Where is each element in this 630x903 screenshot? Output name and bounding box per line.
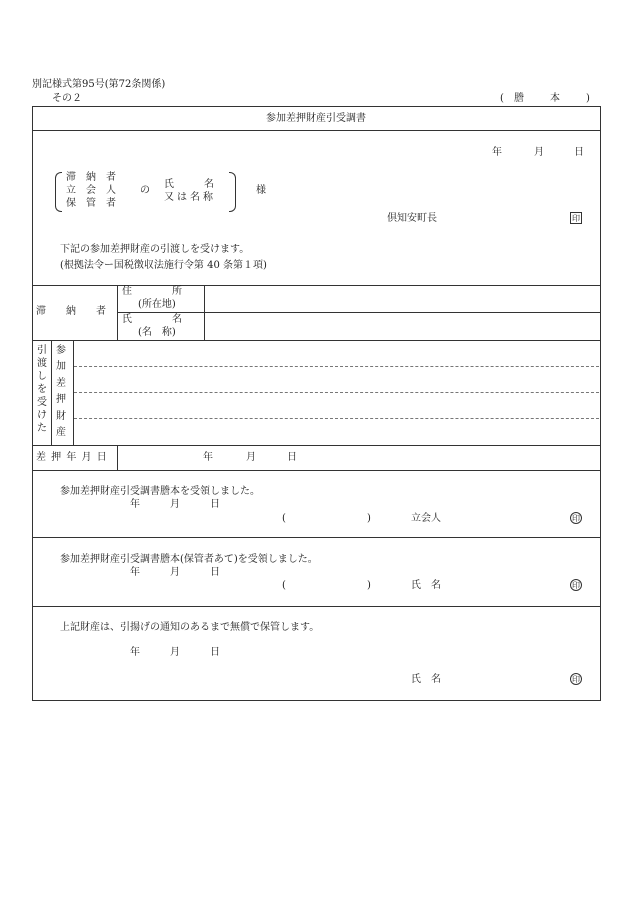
addressee-role-witness: 立 会 人 <box>66 185 116 196</box>
seizure-date-month: 月 <box>246 452 256 463</box>
addressee-role-custodian: 保 管 者 <box>66 198 116 209</box>
form-number: 別記様式第95号(第72条関係) <box>32 79 166 90</box>
receipt2-text: 参加差押財産引受調書謄本(保管者あて)を受領しました。 <box>60 554 318 565</box>
property-entry-line <box>74 392 599 393</box>
receipt2-bottom-line <box>32 606 600 607</box>
property-label-char: し <box>37 371 47 382</box>
issuer-seal-mark: 印 <box>572 214 580 223</box>
addressee-role-taxpayer: 滞 納 者 <box>66 172 116 183</box>
receipt1-role: 立会人 <box>411 513 441 524</box>
seizure-date-divider <box>117 445 118 470</box>
property-label-char: 差 <box>56 378 66 389</box>
property-label-char: 受 <box>37 397 47 408</box>
receipt2-role: 氏 名 <box>411 580 441 591</box>
receipt1-paren-close: ) <box>367 513 371 524</box>
storage-day: 日 <box>210 647 220 658</box>
property-label-char: を <box>37 384 47 395</box>
notice-line-1: 下記の参加差押財産の引渡しを受けます。 <box>60 244 250 255</box>
taxpayer-bottom-line <box>32 340 600 341</box>
property-entry-line <box>74 418 599 419</box>
addressee-name-or: 又は名称 <box>164 192 216 203</box>
addressee-bracket-right <box>229 172 236 212</box>
storage-year: 年 <box>130 647 140 658</box>
form-sub-number: その２ <box>52 93 82 104</box>
taxpayer-name-sub: (名 称) <box>138 327 176 338</box>
taxpayer-name-label: 氏 名 <box>122 314 182 325</box>
seizure-date-bottom-line <box>32 470 600 471</box>
receipt1-paren-open: ( <box>282 513 286 524</box>
receipt1-seal-mark: 印 <box>572 514 580 523</box>
title-divider <box>32 130 600 131</box>
taxpayer-label: 滞 納 者 <box>36 306 106 317</box>
property-label-char: 加 <box>56 361 66 372</box>
seizure-date-year: 年 <box>203 452 213 463</box>
storage-month: 月 <box>170 647 180 658</box>
taxpayer-address-label: 住 所 <box>122 286 182 297</box>
receipt1-bottom-line <box>32 537 600 538</box>
addressee-sama: 様 <box>256 185 266 196</box>
receipt2-paren-open: ( <box>282 580 286 591</box>
property-entry-line <box>74 366 599 367</box>
copy-label-close: ) <box>586 93 590 104</box>
storage-role: 氏 名 <box>411 674 441 685</box>
receipt2-year: 年 <box>130 567 140 578</box>
seizure-date-label: 差 押 年 月 日 <box>36 452 108 463</box>
addressee-bracket-left <box>55 172 62 212</box>
copy-label: 謄 本 <box>514 93 562 104</box>
seizure-date-day: 日 <box>287 452 297 463</box>
notice-line-2: (根拠法令ー国税徴収法施行令第 40 条第１項) <box>60 260 267 271</box>
issuer-name: 倶知安町長 <box>387 213 437 224</box>
date-day: 日 <box>574 147 584 158</box>
taxpayer-mid-line <box>117 312 600 313</box>
receipt1-day: 日 <box>210 499 220 510</box>
property-label-char: 渡 <box>37 358 47 369</box>
addressee-no: の <box>140 185 150 196</box>
storage-seal-mark: 印 <box>572 675 580 684</box>
property-label-char: 産 <box>56 427 66 438</box>
date-year: 年 <box>492 147 502 158</box>
receipt2-paren-close: ) <box>367 580 371 591</box>
receipt1-month: 月 <box>170 499 180 510</box>
addressee-name-label: 氏 名 <box>164 179 214 190</box>
storage-text: 上記財産は、引揚げの通知のあるまで無償で保管します。 <box>60 622 320 633</box>
receipt2-day: 日 <box>210 567 220 578</box>
property-label-char: 財 <box>56 411 66 422</box>
property-col-divider-1 <box>51 340 52 445</box>
property-label-char: た <box>37 423 47 434</box>
taxpayer-address-sub: (所在地) <box>138 299 176 310</box>
date-month: 月 <box>534 147 544 158</box>
form-frame <box>32 106 601 701</box>
copy-label-open: ( <box>500 93 504 104</box>
property-label-char: け <box>37 410 47 421</box>
property-label-char: 引 <box>37 345 47 356</box>
property-label-char: 押 <box>56 394 66 405</box>
property-label-char: 参 <box>56 345 66 356</box>
receipt1-text: 参加差押財産引受調書謄本を受領しました。 <box>60 486 260 497</box>
receipt2-seal-mark: 印 <box>572 581 580 590</box>
receipt2-month: 月 <box>170 567 180 578</box>
form-title: 参加差押財産引受調書 <box>266 113 366 124</box>
receipt1-year: 年 <box>130 499 140 510</box>
